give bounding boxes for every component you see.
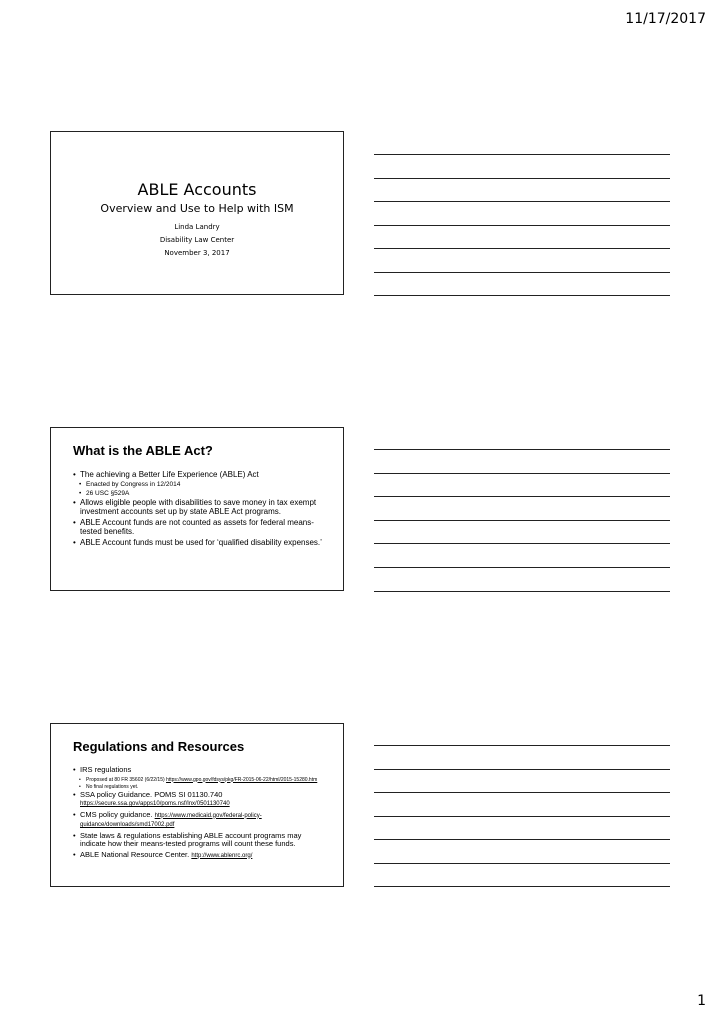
slide-2-body (73, 470, 327, 549)
slide-3-body (73, 766, 327, 862)
bullet (73, 791, 327, 809)
slide-what-is-able-act (50, 427, 344, 591)
slide-1-title: ABLE Accounts (137, 180, 257, 199)
bullet: • State laws & regulations establishing ABLE account programs may indicate how their means-tested programs will count these funds. (73, 832, 327, 849)
note-line (374, 839, 670, 840)
ssa-text: SSA policy Guidance. POMS SI 01130.740 (80, 789, 223, 799)
note-line (374, 272, 670, 273)
bullet: • The achieving a Better Life Experience (ABLE) Act (73, 470, 327, 479)
presentation-date: November 3, 2017 (164, 249, 230, 257)
note-line (374, 496, 670, 497)
bullet: • Allows eligible people with disabilities to save money in tax exempt investment accounts set up by state ABLE Act programs. (73, 498, 327, 516)
note-line (374, 745, 670, 746)
note-line (374, 567, 670, 568)
page-number: 1 (697, 993, 706, 1009)
note-line (374, 449, 670, 450)
ablenrc-link[interactable]: http://www.ablenrc.org/ (191, 852, 253, 859)
cms-text: CMS policy guidance. (80, 809, 153, 819)
slide-regulations-resources (50, 723, 344, 887)
bullet: • ABLE Account funds are not counted as assets for federal means-tested benefits. (73, 518, 327, 536)
note-line (374, 769, 670, 770)
note-line (374, 225, 670, 226)
gpo-link[interactable]: https://www.gpo.gov/fdsys/pkg/FR-2015-06-22/html/2015-15280.htm (166, 776, 318, 783)
organization-name: Disability Law Center (159, 236, 235, 244)
bullet: • ABLE Account funds must be used for ‘qualified disability expenses.’ (73, 538, 327, 547)
ablenrc-text: ABLE National Resource Center. (80, 849, 190, 859)
ssa-link[interactable]: https://secure.ssa.gov/apps10/poms.nsf/lnx/0501130740 (80, 801, 230, 807)
note-line (374, 520, 670, 521)
sub-bullet: • No final regulations yet. (73, 784, 327, 790)
bullet (73, 851, 327, 861)
note-line (374, 886, 670, 887)
bullet: • IRS regulations (73, 766, 327, 775)
note-line (374, 816, 670, 817)
slide-3-title: Regulations and Resources (73, 739, 245, 754)
cms-link[interactable]: https://www.medicaid.gov/federal-policy-guidance/downloads/smd17002.pdf (80, 812, 262, 828)
slide-1-subtitle: Overview and Use to Help with ISM (100, 202, 294, 215)
note-line (374, 792, 670, 793)
sub-bullet (73, 777, 327, 783)
note-line (374, 863, 670, 864)
print-date: 11/17/2017 (625, 11, 706, 27)
note-line (374, 543, 670, 544)
slide-title (50, 131, 344, 295)
note-line (374, 473, 670, 474)
note-line (374, 154, 670, 155)
note-line (374, 591, 670, 592)
slide-2-title: What is the ABLE Act? (73, 443, 213, 458)
sub-bullet: • Enacted by Congress in 12/2014 (73, 481, 327, 489)
note-line (374, 201, 670, 202)
sub-bullet: • 26 USC §529A (73, 490, 327, 498)
note-line (374, 178, 670, 179)
note-line (374, 248, 670, 249)
bullet (73, 811, 327, 830)
author-name: Linda Landry (174, 223, 220, 231)
proposed-text: Proposed at 80 FR 35602 (6/22/15) (86, 776, 165, 783)
note-line (374, 295, 670, 296)
